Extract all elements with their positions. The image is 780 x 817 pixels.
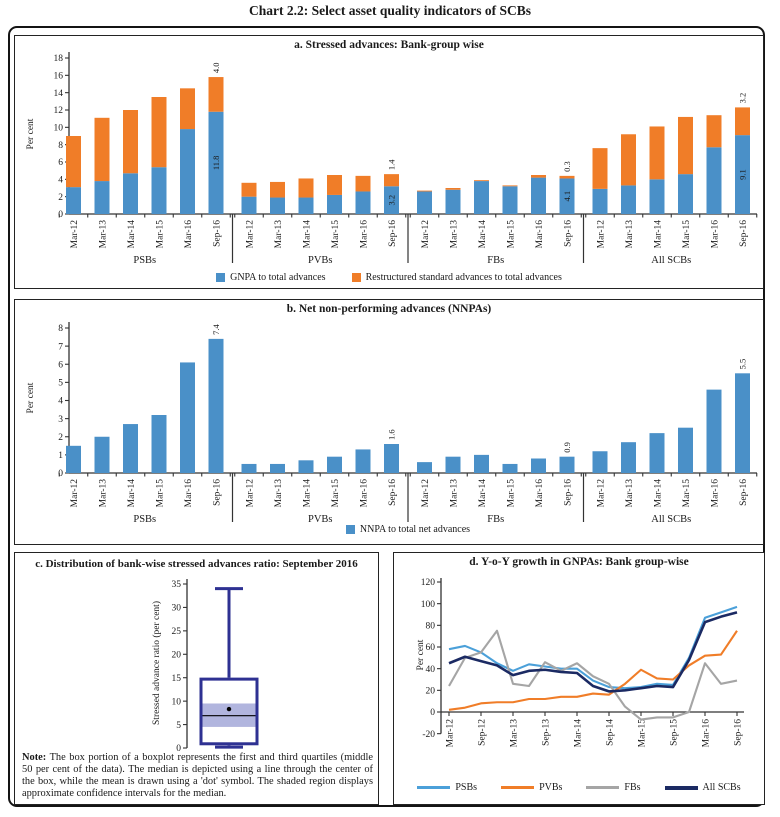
bar-segment (384, 444, 399, 473)
y-tick-label: 25 (171, 627, 181, 638)
y-tick-label: 0 (58, 469, 63, 480)
bar-segment (417, 462, 432, 473)
legend-label: FBs (624, 782, 641, 793)
bar-segment (95, 437, 110, 473)
panel-d-title: d. Y-o-Y growth in GNPAs: Bank group-wise (469, 556, 689, 568)
bar-segment (270, 182, 285, 198)
legend-item (501, 782, 562, 793)
y-tick-label: 20 (171, 650, 181, 661)
legend-swatch-gnpa-to-total-advances (216, 273, 225, 282)
legend-label: PSBs (455, 782, 478, 793)
bar-segment (209, 77, 224, 112)
panel-d-plot (394, 553, 766, 806)
legend-label: GNPA to total advances (230, 272, 326, 283)
x-tick-label: Mar-13 (449, 220, 460, 249)
y-tick-label: 2 (58, 192, 63, 203)
legend-swatch-psbs (417, 786, 450, 789)
y-tick-label: 2 (58, 432, 63, 443)
bar-segment (531, 175, 546, 178)
bar-segment (180, 362, 195, 473)
bar-segment (95, 118, 110, 181)
x-tick-label: Mar-13 (98, 220, 109, 249)
bar-segment (621, 185, 636, 214)
value-label: 4.0 (211, 62, 222, 74)
note-label: Note: (22, 752, 47, 763)
bar-segment (678, 428, 693, 473)
bar-segment (327, 457, 342, 473)
y-tick-label: 5 (58, 378, 63, 389)
legend-label: All SCBs (702, 782, 741, 793)
x-tick-label: Mar-12 (245, 219, 256, 249)
bar-segment (593, 451, 608, 473)
y-tick-label: 8 (58, 140, 63, 151)
bar-segment (593, 189, 608, 214)
group-label: FBs (487, 514, 505, 525)
x-tick-label: Mar-15 (506, 479, 517, 508)
bar-segment (474, 180, 489, 181)
bar-segment (299, 178, 314, 197)
x-tick-label: Sep-16 (563, 479, 574, 506)
y-tick-label: 3 (58, 414, 63, 425)
panel-a-title: a. Stressed advances: Bank-group wise (294, 39, 484, 51)
bar-segment (446, 457, 461, 473)
y-tick-label: 6 (58, 360, 63, 371)
bar-segment (123, 173, 138, 214)
bar-segment (560, 457, 575, 473)
legend-swatch-nnpa-to-total-net-advances (346, 525, 355, 534)
y-tick-label: 4 (58, 396, 63, 407)
x-tick-label: Mar-14 (477, 479, 488, 508)
x-tick-label: Mar-13 (273, 479, 284, 508)
bar-segment (503, 464, 518, 473)
panel-b-title: b. Net non-performing advances (NNPAs) (286, 303, 492, 315)
panel-c-boxplot (14, 552, 379, 805)
x-tick-label: Mar-16 (183, 220, 194, 249)
bar-segment (503, 185, 518, 186)
x-tick-label: Mar-14 (653, 479, 664, 508)
x-tick-label: Sep-16 (387, 220, 398, 247)
x-tick-label: Mar-13 (273, 220, 284, 249)
y-tick-label: 40 (425, 664, 435, 675)
legend-item (346, 524, 470, 535)
panel-a-plot (15, 36, 765, 290)
bar-segment (123, 110, 138, 173)
x-tick-label: Mar-12 (596, 479, 607, 508)
panel-a-y-axis-label: Per cent (26, 118, 36, 150)
x-tick-label: Mar-15 (330, 479, 341, 508)
bar-segment (66, 136, 81, 187)
value-label: 0.9 (562, 442, 573, 453)
panel-a-stressed-advances (14, 35, 764, 289)
x-tick-label: Mar-14 (126, 479, 137, 508)
y-tick-label: 18 (53, 54, 63, 65)
x-tick-label: Mar-16 (710, 479, 721, 508)
legend-swatch-restructured-standard-advances-to-total-advances (352, 273, 361, 282)
value-label: 5.5 (737, 358, 748, 370)
y-tick-label: 14 (53, 88, 63, 99)
legend-label: Restructured standard advances to total advances (365, 272, 562, 283)
x-tick-label: Sep-16 (387, 479, 398, 506)
bar-segment (417, 191, 432, 192)
x-tick-label: Sep-16 (563, 220, 574, 247)
bar-segment (299, 198, 314, 214)
legend-item (216, 272, 325, 283)
y-tick-label: -20 (422, 729, 435, 740)
legend-item (665, 782, 741, 793)
y-tick-label: 60 (425, 643, 435, 654)
bar-segment (650, 126, 665, 179)
bar-segment (95, 181, 110, 214)
bar-segment (531, 459, 546, 474)
x-tick-label: Mar-14 (302, 220, 313, 249)
value-label: 9.1 (737, 169, 748, 180)
x-tick-label: Mar-14 (573, 719, 584, 748)
bar-segment (707, 147, 722, 214)
y-tick-label: 7 (58, 342, 63, 353)
x-tick-label: Sep-16 (212, 220, 223, 247)
y-tick-label: 10 (171, 697, 181, 708)
mean-dot (227, 707, 231, 711)
legend-swatch-all-scbs (665, 786, 698, 790)
group-label: All SCBs (651, 255, 692, 266)
bar-segment (593, 148, 608, 189)
bar-segment (270, 198, 285, 214)
bar-segment (123, 424, 138, 473)
group-label: All SCBs (651, 514, 692, 525)
bar-segment (621, 134, 636, 185)
bar-segment (152, 415, 167, 473)
y-tick-label: 16 (53, 71, 63, 82)
x-tick-label: Sep-13 (541, 719, 552, 746)
bar-segment (66, 187, 81, 214)
value-label: 3.2 (386, 194, 397, 206)
x-tick-label: Mar-16 (534, 220, 545, 249)
x-tick-label: Mar-15 (681, 220, 692, 249)
x-tick-label: Mar-16 (359, 479, 370, 508)
bar-segment (327, 195, 342, 214)
x-tick-label: Mar-14 (653, 220, 664, 249)
x-tick-label: Mar-12 (69, 479, 80, 508)
x-tick-label: Mar-13 (624, 220, 635, 249)
panel-a-legend (15, 272, 763, 283)
y-tick-label: 0 (58, 210, 63, 221)
y-tick-label: 20 (425, 686, 435, 697)
bar-segment (242, 464, 257, 473)
x-tick-label: Mar-12 (245, 479, 256, 508)
value-label: 1.4 (386, 159, 397, 171)
legend-item (586, 782, 640, 793)
y-tick-label: 80 (425, 621, 435, 632)
bar-segment (180, 88, 195, 129)
y-tick-label: 12 (53, 106, 63, 117)
bar-segment (356, 176, 371, 192)
x-tick-label: Mar-16 (534, 479, 545, 508)
bar-segment (650, 179, 665, 214)
y-tick-label: 1 (58, 451, 63, 462)
bar-segment (735, 373, 750, 473)
bar-segment (209, 339, 224, 473)
legend-swatch-pvbs (501, 786, 534, 789)
bar-segment (152, 97, 167, 167)
panel-d-gnpa-growth (393, 552, 765, 805)
x-tick-label: Sep-16 (733, 719, 744, 746)
value-label: 11.8 (211, 155, 222, 171)
panel-b-plot (15, 300, 765, 546)
x-tick-label: Mar-15 (155, 479, 166, 508)
group-label: PVBs (307, 514, 333, 525)
x-tick-label: Sep-12 (477, 719, 488, 746)
bar-segment (299, 460, 314, 473)
bar-segment (678, 174, 693, 214)
bar-segment (707, 115, 722, 147)
legend-item (352, 272, 562, 283)
panel-b-legend (15, 524, 763, 535)
bar-segment (446, 190, 461, 214)
bar-segment (503, 186, 518, 214)
y-tick-label: 35 (171, 580, 181, 591)
bar-segment (152, 167, 167, 214)
bar-segment (735, 107, 750, 135)
bar-segment (356, 449, 371, 473)
bar-segment (621, 442, 636, 473)
bar-segment (242, 197, 257, 214)
panel-c-y-axis-label: Stressed advance ratio (per cent) (152, 601, 162, 725)
value-label: 7.4 (211, 324, 222, 335)
group-label: PSBs (133, 514, 157, 525)
panel-d-legend (394, 782, 764, 793)
y-tick-label: 6 (58, 158, 63, 169)
bar-segment (327, 175, 342, 195)
bar-segment (180, 129, 195, 214)
x-tick-label: Mar-13 (509, 719, 520, 748)
panel-c-note (22, 752, 373, 800)
value-label: 0.3 (562, 161, 573, 172)
x-tick-label: Mar-12 (596, 220, 607, 249)
x-tick-label: Mar-14 (126, 220, 137, 249)
value-label: 1.6 (386, 429, 397, 440)
x-tick-label: Mar-15 (506, 220, 517, 249)
x-tick-label: Mar-15 (330, 220, 341, 249)
group-label: PSBs (133, 255, 157, 266)
bar-segment (678, 117, 693, 174)
x-tick-label: Mar-15 (637, 719, 648, 748)
legend-label: PVBs (539, 782, 563, 793)
bar-segment (474, 455, 489, 473)
x-tick-label: Mar-12 (69, 220, 80, 249)
y-tick-label: 8 (58, 324, 63, 335)
bar-segment (384, 174, 399, 186)
x-tick-label: Mar-16 (359, 220, 370, 249)
bar-segment (356, 191, 371, 214)
legend-swatch-fbs (586, 786, 619, 789)
x-tick-label: Mar-15 (681, 479, 692, 508)
y-tick-label: 30 (171, 603, 181, 614)
x-tick-label: Mar-12 (420, 479, 431, 508)
y-tick-label: 0 (176, 744, 181, 755)
x-tick-label: Sep-14 (605, 719, 616, 746)
x-tick-label: Sep-16 (212, 479, 223, 506)
y-tick-label: 120 (420, 578, 435, 589)
panel-b-nnpa (14, 299, 764, 545)
y-tick-label: 10 (53, 123, 63, 134)
panel-b-y-axis-label: Per cent (26, 382, 36, 414)
bar-segment (650, 433, 665, 473)
x-tick-label: Mar-12 (445, 719, 456, 748)
bar-segment (242, 183, 257, 197)
figure-title: Chart 2.2: Select asset quality indicators of SCBs (249, 3, 531, 18)
legend-label: NNPA to total net advances (359, 524, 471, 535)
bar-segment (531, 178, 546, 214)
x-tick-label: Mar-16 (701, 719, 712, 748)
x-tick-label: Mar-13 (98, 479, 109, 508)
x-tick-label: Sep-16 (738, 479, 749, 506)
x-tick-label: Mar-16 (710, 220, 721, 249)
panel-d-y-axis-label: Per cent (416, 639, 426, 671)
x-tick-label: Mar-13 (624, 479, 635, 508)
y-tick-label: 0 (430, 708, 435, 719)
panel-c-title: c. Distribution of bank-wise stressed advances ratio: September 2016 (35, 558, 358, 570)
bar-segment (446, 188, 461, 190)
value-label: 3.2 (737, 92, 748, 104)
x-tick-label: Mar-15 (155, 220, 166, 249)
x-tick-label: Mar-14 (477, 220, 488, 249)
bar-segment (417, 191, 432, 214)
note-text: The box portion of a boxplot represents the first and third quartiles (middle 50 per cent of the data). The median is depicted using a line through the center of the box, while the mean is drawn using a 'dot' symbol. The shaded region displays approximate confidence intervals for the median. (22, 752, 373, 800)
x-tick-label: Sep-15 (669, 719, 680, 746)
x-tick-label: Mar-16 (183, 479, 194, 508)
y-tick-label: 100 (420, 599, 435, 610)
x-tick-label: Mar-12 (420, 220, 431, 249)
x-tick-label: Mar-13 (449, 479, 460, 508)
group-label: FBs (487, 255, 505, 266)
bar-segment (560, 176, 575, 179)
y-tick-label: 15 (171, 673, 181, 684)
legend-item (417, 782, 477, 793)
bar-segment (474, 181, 489, 214)
x-tick-label: Sep-16 (738, 220, 749, 247)
group-label: PVBs (307, 255, 333, 266)
value-label: 4.1 (562, 190, 573, 202)
bar-segment (66, 446, 81, 473)
bar-segment (707, 390, 722, 473)
bar-segment (270, 464, 285, 473)
y-tick-label: 4 (58, 175, 63, 186)
x-tick-label: Mar-14 (302, 479, 313, 508)
y-tick-label: 5 (176, 720, 181, 731)
